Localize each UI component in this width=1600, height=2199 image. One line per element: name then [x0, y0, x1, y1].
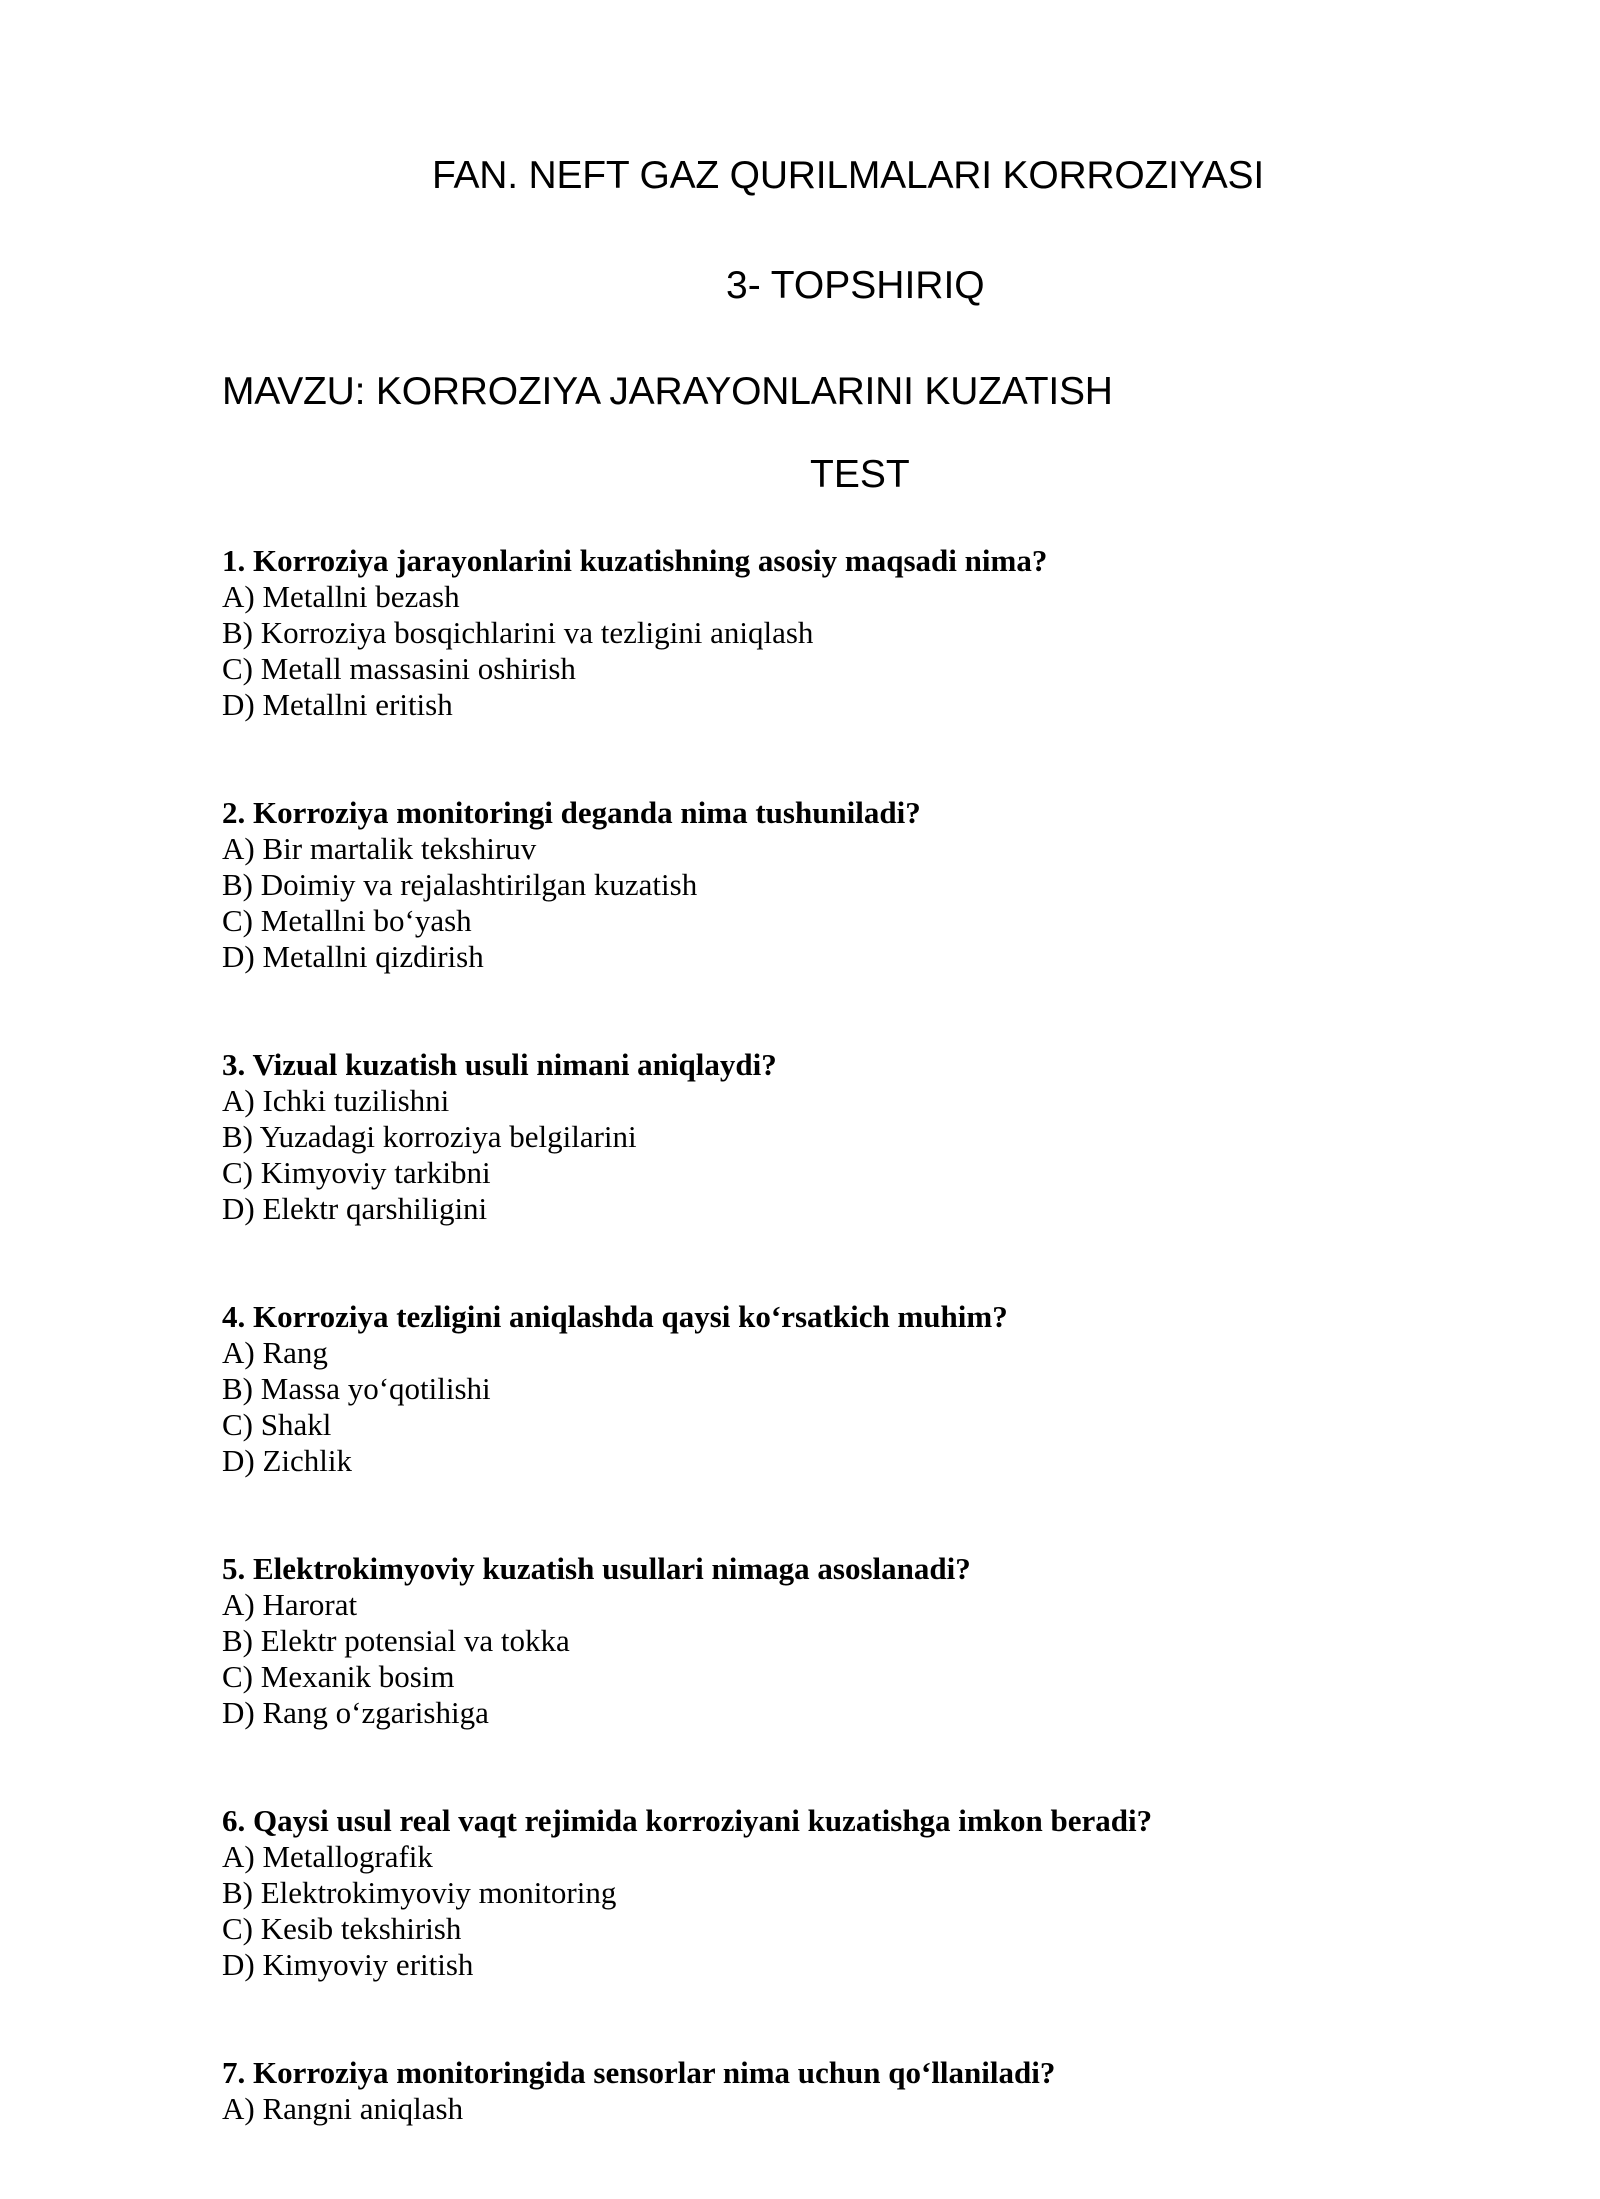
answer-option: A) Rang — [222, 1335, 328, 1370]
answer-option: A) Metallni bezash — [222, 579, 460, 614]
question-text: 2. Korroziya monitoringi deganda nima tushuniladi? — [222, 795, 921, 830]
answer-option: B) Elektr potensial va tokka — [222, 1623, 570, 1658]
question-1 — [222, 543, 1422, 723]
question-5 — [222, 1551, 1422, 1731]
question-text: 7. Korroziya monitoringida sensorlar nima uchun qo‘llaniladi? — [222, 2055, 1056, 2090]
assignment-title: 3- TOPSHIRIQ — [726, 264, 985, 307]
answer-option: A) Harorat — [222, 1587, 358, 1622]
answer-option: D) Zichlik — [222, 1443, 352, 1478]
answer-option: A) Bir martalik tekshiruv — [222, 831, 537, 866]
test-heading: TEST — [810, 453, 910, 496]
answer-option: D) Rang o‘zgarishiga — [222, 1695, 489, 1730]
subject-title: FAN. NEFT GAZ QURILMALARI KORROZIYASI — [432, 154, 1264, 197]
answer-option: A) Metallografik — [222, 1839, 433, 1874]
question-2 — [222, 795, 1422, 975]
answer-option: A) Ichki tuzilishni — [222, 1083, 450, 1118]
answer-option: D) Kimyoviy eritish — [222, 1947, 474, 1982]
answer-option: D) Metallni qizdirish — [222, 939, 484, 974]
answer-option: B) Elektrokimyoviy monitoring — [222, 1875, 617, 1910]
question-4 — [222, 1299, 1422, 1479]
topic-title: MAVZU: KORROZIYA JARAYONLARINI KUZATISH — [222, 370, 1113, 413]
answer-option: C) Mexanik bosim — [222, 1659, 455, 1694]
answer-option: B) Korroziya bosqichlarini va tezligini aniqlash — [222, 615, 814, 650]
question-text: 4. Korroziya tezligini aniqlashda qaysi ko‘rsatkich muhim? — [222, 1299, 1008, 1334]
answer-option: B) Doimiy va rejalashtirilgan kuzatish — [222, 867, 698, 902]
question-7 — [222, 2055, 1422, 2127]
answer-option: B) Massa yo‘qotilishi — [222, 1371, 491, 1406]
answer-option: C) Metallni bo‘yash — [222, 903, 472, 938]
answer-option: D) Elektr qarshiligini — [222, 1191, 488, 1226]
answer-option: C) Kesib tekshirish — [222, 1911, 462, 1946]
question-text: 5. Elektrokimyoviy kuzatish usullari nimaga asoslanadi? — [222, 1551, 971, 1586]
answer-option: C) Metall massasini oshirish — [222, 651, 576, 686]
question-3 — [222, 1047, 1422, 1227]
question-list — [222, 543, 1422, 2199]
answer-option: A) Rangni aniqlash — [222, 2091, 464, 2126]
answer-option: B) Yuzadagi korroziya belgilarini — [222, 1119, 637, 1154]
answer-option: C) Shakl — [222, 1407, 332, 1442]
answer-option: C) Kimyoviy tarkibni — [222, 1155, 491, 1190]
question-text: 3. Vizual kuzatish usuli nimani aniqlaydi? — [222, 1047, 777, 1082]
question-text: 6. Qaysi usul real vaqt rejimida korroziyani kuzatishga imkon beradi? — [222, 1803, 1153, 1838]
question-6 — [222, 1803, 1422, 1983]
question-text: 1. Korroziya jarayonlarini kuzatishning asosiy maqsadi nima? — [222, 543, 1048, 578]
answer-option: D) Metallni eritish — [222, 687, 453, 722]
